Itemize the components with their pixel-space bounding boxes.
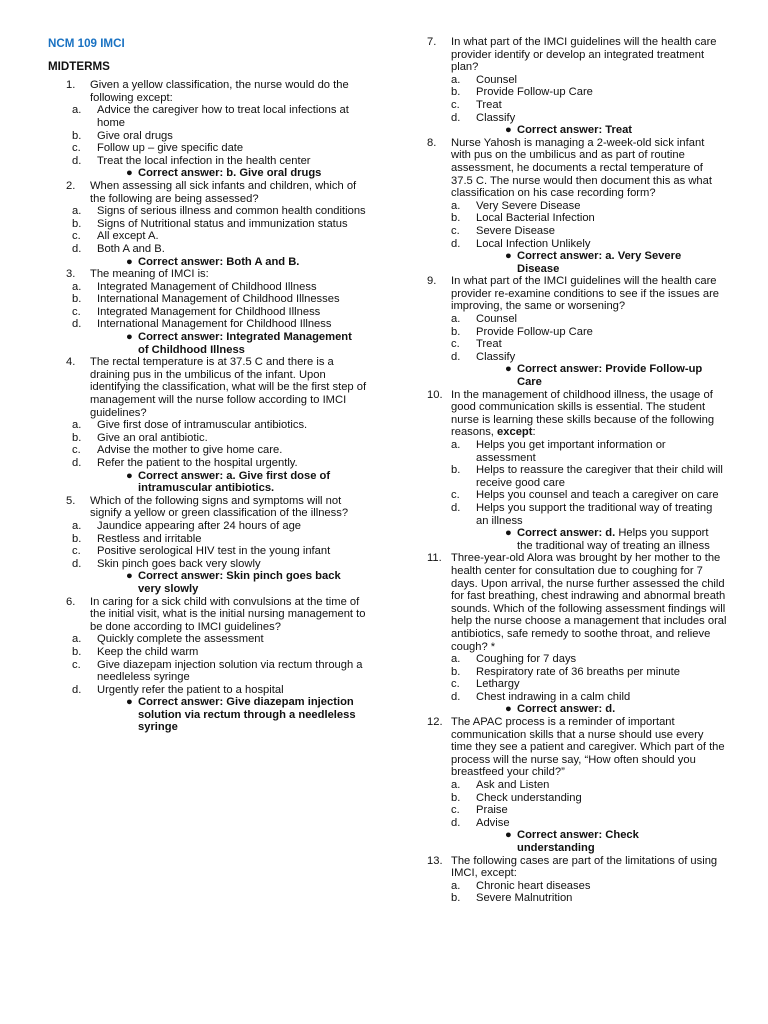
option-letter: d. — [72, 154, 82, 167]
option-text: Signs of Nutritional status and immunization status — [97, 217, 348, 230]
option-item — [451, 74, 727, 87]
question-number: 2. — [66, 179, 76, 192]
option-text: Keep the child warm — [97, 645, 199, 658]
question-item — [48, 79, 370, 180]
option-letter: b. — [451, 464, 461, 477]
option-item — [72, 142, 370, 155]
option-letter: b. — [72, 293, 82, 306]
question-number: 12. — [427, 716, 443, 729]
correct-answer — [48, 696, 370, 734]
bullet-icon: ● — [505, 363, 512, 376]
question-text — [427, 552, 727, 653]
option-text: Severe Disease — [476, 224, 555, 237]
option-text: Integrated Management of Childhood Illness — [97, 280, 317, 293]
right-question-list — [427, 36, 727, 905]
question-number: 11. — [427, 552, 442, 565]
correct-answer-text: Correct answer: a. Give first dose of intramuscular antibiotics. — [138, 469, 331, 495]
option-letter: a. — [451, 879, 461, 892]
question-text — [48, 495, 370, 520]
option-item — [451, 99, 727, 112]
question-text — [427, 36, 727, 74]
option-letter: a. — [72, 633, 82, 646]
option-text: Lethargy — [476, 678, 520, 691]
option-item — [72, 545, 370, 558]
correct-answer — [427, 703, 727, 716]
option-letter: b. — [451, 892, 461, 905]
option-item — [72, 633, 370, 646]
correct-answer — [48, 331, 370, 356]
question-item — [48, 268, 370, 356]
option-text: Signs of serious illness and common health conditions — [97, 205, 366, 218]
option-text: Counsel — [476, 313, 518, 326]
question-item — [48, 356, 370, 495]
bullet-icon: ● — [126, 167, 133, 180]
option-letter: c. — [451, 98, 460, 111]
correct-answer — [48, 167, 370, 180]
left-column — [48, 36, 370, 734]
option-list — [451, 74, 727, 124]
option-letter: b. — [72, 431, 82, 444]
question-stem: The rectal temperature is at 37.5 C and there is a draining pus in the umbilicus of the infant. Upon identifying the classification, what will be the first step of management will the nurse follow according to IMCI guidelines? — [90, 356, 367, 419]
correct-answer-text: Correct answer: Skin pinch goes back very slowly — [138, 570, 341, 595]
option-item — [72, 104, 370, 129]
option-item — [451, 112, 727, 125]
option-item — [72, 205, 370, 218]
option-letter: a. — [451, 653, 461, 666]
option-letter: a. — [451, 313, 461, 326]
option-item — [451, 678, 727, 691]
bullet-icon: ● — [505, 527, 512, 540]
question-stem: The meaning of IMCI is: — [90, 268, 209, 281]
question-number: 3. — [66, 268, 76, 281]
correct-answer — [48, 256, 370, 269]
option-letter: c. — [451, 489, 460, 502]
option-text: Integrated Management for Childhood Illness — [97, 305, 321, 318]
bullet-icon: ● — [505, 703, 512, 716]
option-item — [72, 520, 370, 533]
option-letter: d. — [451, 690, 461, 703]
option-item — [451, 212, 727, 225]
correct-answer — [48, 570, 370, 595]
option-letter: b. — [451, 665, 461, 678]
question-number: 9. — [427, 275, 437, 288]
question-stem: In the management of childhood illness, the usage of good communication skills is essential. The student nurse is learning these skills because of the following reasons, — [451, 388, 715, 439]
option-letter: d. — [451, 350, 461, 363]
option-letter: d. — [72, 318, 82, 331]
option-text: Very Severe Disease — [476, 199, 581, 212]
option-item — [451, 804, 727, 817]
question-item — [427, 716, 727, 855]
question-item — [48, 495, 370, 596]
option-item — [451, 439, 727, 464]
option-letter: a. — [451, 73, 461, 86]
correct-answer-text: Correct answer: Treat — [517, 124, 633, 137]
option-letter: c. — [72, 230, 81, 243]
bullet-icon: ● — [126, 331, 133, 344]
option-text: Provide Follow-up Care — [476, 325, 593, 338]
option-letter: b. — [72, 532, 82, 545]
question-number: 6. — [66, 595, 76, 608]
bullet-icon: ● — [126, 255, 133, 268]
option-item — [72, 243, 370, 256]
option-text: International Management of Childhood Illnesses — [97, 293, 340, 306]
option-item — [72, 218, 370, 231]
option-item — [72, 457, 370, 470]
option-text: Refer the patient to the hospital urgently. — [97, 457, 298, 469]
bullet-icon: ● — [505, 829, 512, 842]
question-stem-tail: : — [532, 426, 536, 439]
option-list — [72, 205, 370, 255]
option-item — [451, 892, 727, 905]
question-text — [48, 356, 370, 419]
question-text — [427, 389, 727, 439]
option-text: Praise — [476, 804, 508, 817]
correct-answer-text: Correct answer: Both A and B. — [138, 255, 300, 268]
option-letter: a. — [72, 280, 82, 293]
question-text — [48, 180, 370, 205]
option-letter: a. — [72, 419, 82, 432]
option-letter: a. — [72, 205, 82, 218]
bullet-icon: ● — [126, 696, 133, 709]
correct-answer — [427, 124, 727, 137]
option-item — [451, 225, 727, 238]
correct-answer-text: Correct answer: Integrated Management of Childhood Illness — [138, 331, 352, 356]
question-text — [427, 855, 727, 880]
option-letter: b. — [451, 791, 461, 804]
question-number: 13. — [427, 854, 443, 867]
option-list — [72, 633, 370, 696]
question-stem: When assessing all sick infants and children, which of the following are being assessed? — [90, 179, 357, 205]
option-text: Follow up – give specific date — [97, 142, 244, 155]
option-list — [72, 419, 370, 469]
correct-answer — [427, 250, 727, 275]
option-letter: b. — [451, 212, 461, 225]
option-text: Ask and Listen — [476, 779, 550, 792]
right-column — [427, 36, 727, 905]
option-letter: c. — [451, 338, 460, 351]
option-text: Helps you support the traditional way of treating an illness — [476, 501, 713, 527]
question-text — [48, 79, 370, 104]
question-item — [48, 596, 370, 735]
option-text: Give first dose of intramuscular antibiotics. — [97, 419, 308, 432]
option-text: Counsel — [476, 73, 518, 86]
question-text — [48, 268, 370, 281]
option-text: Positive serological HIV test in the young infant — [97, 545, 331, 558]
option-item — [451, 489, 727, 502]
option-item — [451, 464, 727, 489]
option-item — [451, 779, 727, 792]
option-text: Classify — [476, 111, 516, 124]
option-item — [451, 86, 727, 99]
option-list — [451, 779, 727, 829]
option-item — [72, 533, 370, 546]
option-list — [451, 880, 727, 905]
option-item — [72, 293, 370, 306]
option-letter: d. — [451, 111, 461, 124]
option-text: Chest indrawing in a calm child — [476, 690, 631, 703]
question-item — [427, 855, 727, 905]
correct-answer — [427, 363, 727, 388]
question-stem: In what part of the IMCI guidelines will the health care provider re-examine conditions to see if the issues are improving, the same or worsening? — [451, 275, 720, 313]
correct-answer-detail: Helps you support the traditional way of treating an illness — [517, 527, 710, 552]
option-letter: d. — [72, 557, 82, 570]
question-number: 7. — [427, 36, 437, 48]
option-item — [451, 653, 727, 666]
option-item — [451, 238, 727, 251]
option-text: Severe Malnutrition — [476, 892, 573, 905]
option-item — [451, 200, 727, 213]
option-item — [72, 444, 370, 457]
option-text: Chronic heart diseases — [476, 879, 591, 892]
question-text — [427, 275, 727, 313]
question-stem: The APAC process is a reminder of important communication skills that a nurse should use every time they see a patient and caregiver. Which part of the process will the nurse say, “How often should you breastfeed your child?” — [451, 716, 725, 779]
option-text: Helps you get important information or assessment — [476, 439, 666, 464]
correct-answer-text: Correct answer: Check understanding — [517, 829, 639, 854]
option-item — [72, 155, 370, 168]
option-letter: b. — [451, 86, 461, 99]
option-letter: a. — [451, 199, 461, 212]
option-letter: c. — [451, 224, 460, 237]
option-letter: a. — [72, 104, 82, 117]
option-item — [72, 281, 370, 294]
question-item — [427, 389, 727, 553]
question-number: 10. — [427, 388, 443, 401]
option-letter: c. — [72, 305, 81, 318]
option-list — [72, 520, 370, 570]
option-text: Restless and irritable — [97, 532, 202, 545]
option-item — [451, 313, 727, 326]
option-text: Skin pinch goes back very slowly — [97, 557, 261, 570]
option-text: Coughing for 7 days — [476, 653, 577, 666]
correct-answer-text: Correct answer: a. Very Severe Disease — [517, 250, 682, 275]
option-text: Local Bacterial Infection — [476, 212, 595, 225]
correct-answer-text: Correct answer: b. Give oral drugs — [138, 167, 322, 180]
option-text: Local Infection Unlikely — [476, 237, 591, 250]
correct-answer-text: Correct answer: Give diazepam injection solution via rectum through a needleless syringe — [138, 696, 356, 734]
option-list — [72, 104, 370, 167]
question-stem: Nurse Yahosh is managing a 2-week-old sick infant with pus on the umbilicus and as part of routine assessment, he documents a rectal temperature of 37.5 C. The nurse would then document this as what classification on his case recording form? — [451, 136, 712, 200]
question-item — [427, 137, 727, 276]
option-letter: a. — [451, 439, 461, 451]
option-letter: d. — [72, 683, 82, 696]
option-letter: d. — [72, 457, 82, 469]
option-text: Respiratory rate of 36 breaths per minute — [476, 665, 680, 678]
question-stem: Three-year-old Alora was brought by her mother to the health center for consultation due to coughing for 7 days. Upon arrival, the nurse further assessed the child for fast breathing, chest indrawing and abnormal breath sounds. Which of the following assessment findings will help the nurse choose a management that includes oral antibiotics, safe remedy to soothe throat, and relieve cough? * — [451, 552, 727, 653]
question-item — [427, 36, 727, 137]
question-text — [427, 137, 727, 200]
option-letter: c. — [451, 678, 460, 691]
option-letter: c. — [72, 545, 81, 558]
correct-answer — [48, 470, 370, 495]
option-item — [451, 338, 727, 351]
option-text: All except A. — [97, 230, 159, 243]
question-number: 8. — [427, 136, 437, 149]
option-item — [72, 684, 370, 697]
option-item — [451, 880, 727, 893]
option-text: Provide Follow-up Care — [476, 86, 593, 99]
question-number: 5. — [66, 494, 76, 507]
option-list — [451, 653, 727, 703]
option-letter: d. — [72, 242, 82, 255]
option-text: Treat — [476, 338, 502, 351]
option-item — [451, 666, 727, 679]
option-text: Jaundice appearing after 24 hours of age — [97, 519, 302, 532]
option-text: Quickly complete the assessment — [97, 633, 264, 646]
bullet-icon: ● — [505, 124, 512, 137]
question-number: 4. — [66, 356, 76, 369]
question-stem: Given a yellow classification, the nurse would do the following except: — [90, 79, 349, 104]
question-stem: In caring for a sick child with convulsions at the time of the initial visit, what is the initial nursing management to be done according to IMCI guidelines? — [90, 595, 366, 633]
option-text: Advise — [476, 816, 510, 829]
option-letter: b. — [72, 645, 82, 658]
correct-answer-text: Correct answer: d. — [517, 703, 616, 716]
question-text — [427, 716, 727, 779]
option-list — [451, 439, 727, 527]
question-item — [427, 275, 727, 388]
option-text: International Management for Childhood Illness — [97, 318, 332, 331]
correct-answer — [427, 829, 727, 854]
option-item — [72, 419, 370, 432]
option-item — [72, 646, 370, 659]
option-letter: b. — [72, 217, 82, 230]
option-letter: d. — [451, 501, 461, 514]
option-text: Helps to reassure the caregiver that their child will receive good care — [476, 464, 723, 489]
option-item — [72, 558, 370, 571]
option-letter: c. — [72, 444, 81, 457]
option-item — [451, 817, 727, 830]
question-number: 1. — [66, 79, 76, 92]
question-text — [48, 596, 370, 634]
bullet-icon: ● — [505, 250, 512, 263]
option-item — [72, 432, 370, 445]
option-item — [451, 351, 727, 364]
option-item — [72, 318, 370, 331]
option-text: Helps you counsel and teach a caregiver on care — [476, 489, 719, 502]
option-text: Classify — [476, 350, 516, 363]
option-text: Both A and B. — [97, 242, 165, 255]
option-item — [451, 502, 727, 527]
option-text: Urgently refer the patient to a hospital — [97, 683, 284, 696]
option-text: Give diazepam injection solution via rectum through a needleless syringe — [97, 658, 363, 684]
question-item — [48, 180, 370, 268]
option-letter: a. — [72, 519, 82, 532]
option-item — [72, 306, 370, 319]
correct-answer-text: Correct answer: Provide Follow-up Care — [517, 363, 703, 389]
question-stem: The following cases are part of the limitations of using IMCI, except: — [451, 854, 718, 880]
option-list — [451, 313, 727, 363]
option-text: Treat — [476, 98, 502, 111]
option-item — [451, 691, 727, 704]
option-letter: c. — [72, 142, 81, 155]
option-letter: d. — [451, 816, 461, 829]
option-item — [72, 230, 370, 243]
option-letter: b. — [72, 129, 82, 142]
question-stem: In what part of the IMCI guidelines will the health care provider identify or develop an integrated treatment plan? — [451, 36, 717, 74]
bullet-icon: ● — [126, 570, 133, 583]
option-letter: d. — [451, 237, 461, 250]
option-text: Advise the mother to give home care. — [97, 444, 283, 457]
option-text: Advice the caregiver how to treat local infections at home — [97, 104, 349, 129]
correct-answer — [427, 527, 727, 552]
option-text: Treat the local infection in the health center — [97, 154, 311, 167]
option-text: Check understanding — [476, 791, 582, 804]
option-letter: c. — [451, 804, 460, 817]
option-list — [72, 281, 370, 331]
option-text: Give an oral antibiotic. — [97, 431, 208, 444]
option-item — [72, 659, 370, 684]
question-item — [427, 552, 727, 716]
option-item — [451, 326, 727, 339]
option-text: Give oral drugs — [97, 129, 173, 142]
option-item — [451, 792, 727, 805]
question-stem: Which of the following signs and symptoms will not signify a yellow or green classification of the illness? — [90, 494, 349, 520]
option-list — [451, 200, 727, 250]
option-letter: c. — [72, 658, 81, 671]
correct-answer-text: Correct answer: d. — [517, 527, 616, 540]
option-letter: b. — [451, 325, 461, 338]
bullet-icon: ● — [126, 469, 133, 482]
document-title: NCM 109 IMCI — [48, 37, 125, 50]
option-letter: a. — [451, 779, 461, 792]
question-emphasis: except — [497, 426, 533, 439]
option-item — [72, 130, 370, 143]
left-question-list — [48, 79, 370, 734]
section-heading: MIDTERMS — [48, 59, 110, 73]
